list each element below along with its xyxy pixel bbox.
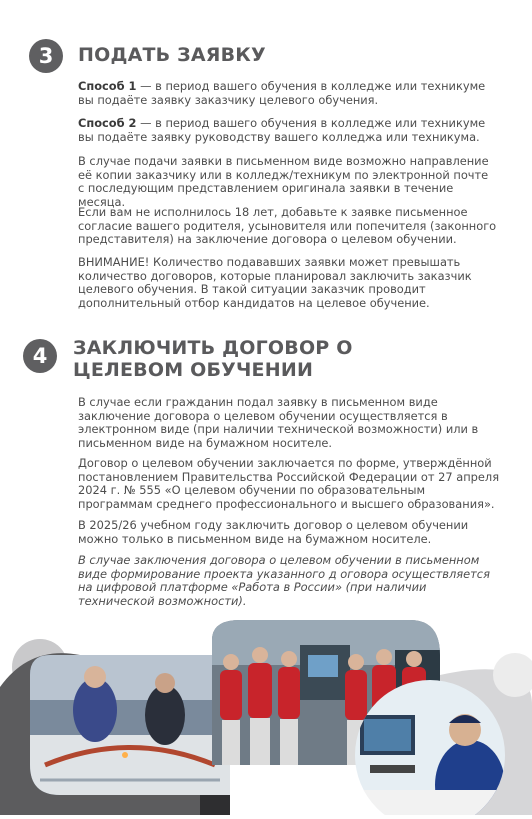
minor-consent-paragraph: Если вам не исполнилось 18 лет, добавьте к заявке письменное согласие вашего родителя, усыновителя или попечителя (законного представителя) на заключение договора о целевом обучении. (78, 205, 497, 247)
photo-collage (0, 615, 532, 815)
digital-platform-note (78, 554, 503, 608)
method-2-text: — в период вашего обучения в колледже или техникуме вы подаёте заявку руководству вашего колледжа или техникума. (78, 116, 486, 144)
government-decree-paragraph: Договор о целевом обучении заключается по форме, утверждённой постановлением Правительства Российской Федерации от 27 апреля 2024 г. № 555 «О целевом обучении по образовательным программам среднего профессионального и высшего образования». (78, 456, 500, 511)
academic-year-paragraph: В 2025/26 учебном году заключить договор о целевом обучении можно только в письменном виде на бумажном носителе. (78, 518, 469, 546)
method-1-paragraph (78, 80, 498, 107)
method-1-text: — в период вашего обучения в колледже или техникуме вы подаёте заявку заказчику целевого обучения. (78, 79, 486, 107)
workshop-students-photo (30, 655, 230, 795)
step-number-badge: 3 (29, 39, 63, 73)
contract-form-paragraph: В случае если гражданин подал заявку в письменном виде заключение договора о целевом обучении осуществляется в электронном виде (при наличии технической возможности) или в письменном виде на бумажном носителе. (78, 395, 479, 450)
method-1-label: Способ 1 (78, 79, 137, 93)
written-application-paragraph: В случае подачи заявки в письменном виде возможно направление её копии заказчику или в колледж/техникум по электронной почте с последующим представлением оригинала заявки в течение месяца. (78, 154, 489, 209)
attention-paragraph: ВНИМАНИЕ! Количество подававших заявки может превышать количество договоров, которые планировал заключить заказчик целевого обучения. В такой ситуации заказчик проводит дополнительный отбор кандидатов на целевое обучение. (78, 255, 472, 310)
section-title: ЗАКЛЮЧИТЬ ДОГОВОР О ЦЕЛЕВОМ ОБУЧЕНИИ (73, 337, 353, 381)
digital-platform-text: В случае заключения договора о целевом обучении в письменном виде формирование проекта указанного д оговора осуществляется на цифровой платформе «Работа в России» (при наличии технической возможности). (78, 553, 490, 608)
step-number-badge: 4 (23, 339, 57, 373)
section-title: ПОДАТЬ ЗАЯВКУ (78, 44, 266, 66)
method-2-paragraph (78, 117, 498, 144)
method-2-label: Способ 2 (78, 116, 137, 130)
